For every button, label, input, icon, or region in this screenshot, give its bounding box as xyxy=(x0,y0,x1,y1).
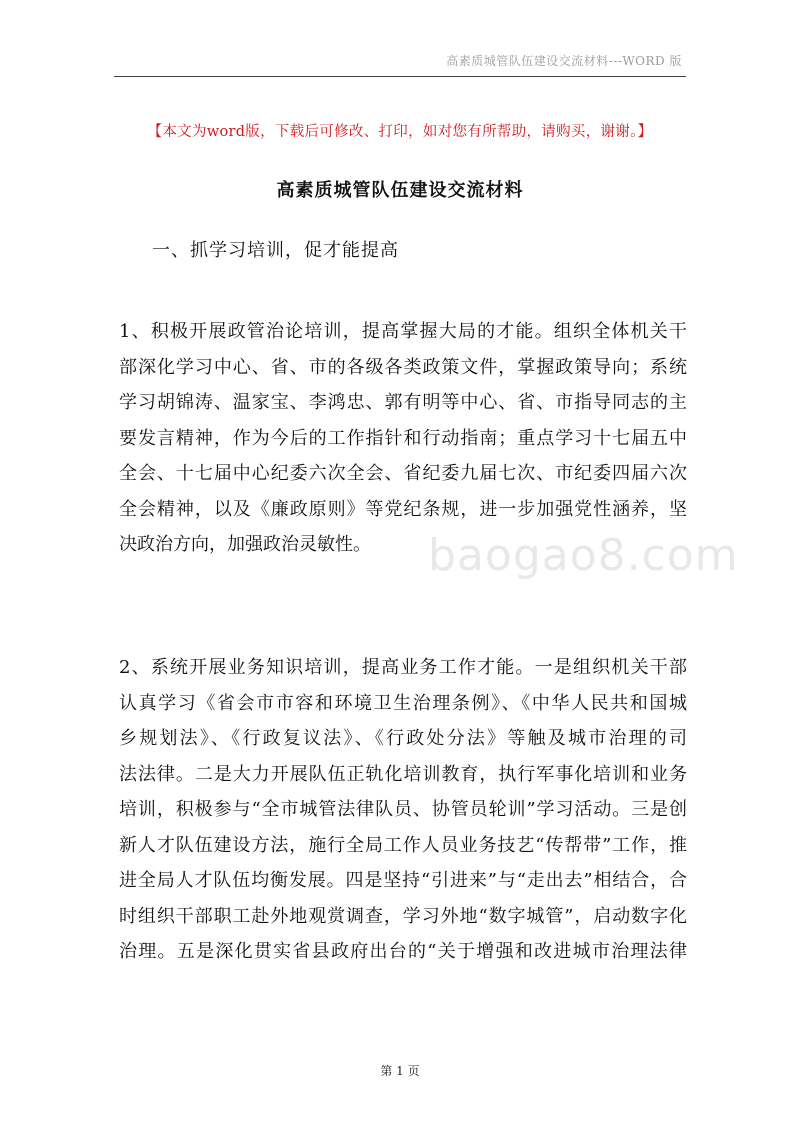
paragraph-line: 决政治方向，加强政治灵敏性。 xyxy=(119,534,371,555)
paragraph-line: 要发言精神，作为今后的工作指针和行动指南；重点学习十七届五中 xyxy=(119,427,687,449)
watermark: baogao8.com xyxy=(428,530,739,581)
paragraph-line: 学习胡锦涛、温家宝、李鸿忠、郭有明等中心、省、市指导同志的主 xyxy=(119,392,687,413)
paragraph-line: 全会、十七届中心纪委六次全会、省纪委九届七次、市纪委四届六次 xyxy=(119,463,687,484)
paragraph-line: 治理。五是深化贯实省县政府出台的“关于增强和改进城市治理法律 xyxy=(119,941,687,962)
purchase-notice: 【本文为word版，下载后可修改、打印，如对您有所帮助，请购买，谢谢。】 xyxy=(147,124,653,140)
paragraph-line: 2、系统开展业务知识培训，提高业务工作才能。一是组织机关干部 xyxy=(119,657,687,678)
body-paragraph-1 xyxy=(119,314,687,563)
header-divider xyxy=(114,76,686,77)
paragraph-line: 全会精神，以及《廉政原则》等党纪条规，进一步加强党性涵养，坚 xyxy=(119,498,687,520)
paragraph-line: 进全局人才队伍均衡发展。四是坚持“引进来”与“走出去”相结合，合 xyxy=(119,870,687,891)
paragraph-line: 1、积极开展政管治论培训，提高掌握大局的才能。组织全体机关干 xyxy=(119,321,687,342)
paragraph-line: 新人才队伍建设方法，施行全局工作人员业务技艺“传帮带”工作，推 xyxy=(119,834,687,856)
paragraph-line: 时组织干部职工赴外地观赏调查，学习外地“数字城管”，启动数字化 xyxy=(119,905,687,927)
section-heading: 一、抓学习培训，促才能提高 xyxy=(152,240,399,261)
body-paragraph-2 xyxy=(119,650,687,970)
paragraph-line: 培训，积极参与“全市城管法律队员、协管员轮训”学习活动。三是创 xyxy=(119,799,687,820)
paragraph-line: 认真学习《省会市市容和环境卫生治理条例》、《中华人民共和国城 xyxy=(119,692,687,714)
running-header: 高素质城管队伍建设交流材料---WORD 版 xyxy=(446,54,682,68)
document-title: 高素质城管队伍建设交流材料 xyxy=(276,180,524,201)
page-number: 第 1 页 xyxy=(380,1064,420,1078)
paragraph-line: 部深化学习中心、省、市的各级各类政策文件，掌握政策导向；系统 xyxy=(119,356,687,378)
paragraph-line: 法法律。二是大力开展队伍正轨化培训教育，执行军事化培训和业务 xyxy=(119,763,687,785)
paragraph-line: 乡规划法》、《行政复议法》、《行政处分法》等触及城市治理的司 xyxy=(119,728,687,749)
